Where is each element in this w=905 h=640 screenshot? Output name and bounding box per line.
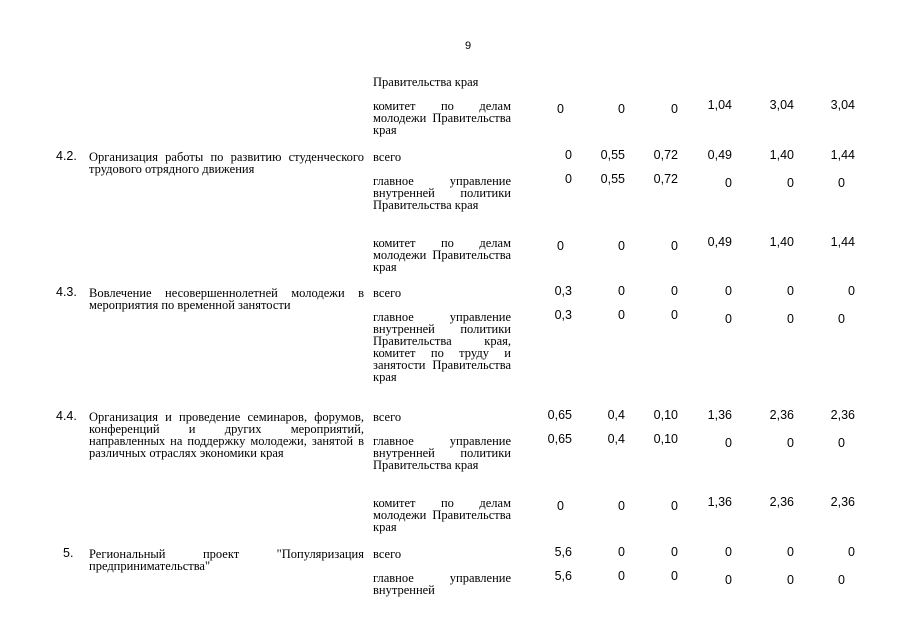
value-cell: 0 — [725, 176, 732, 190]
value-cell: 0 — [671, 499, 678, 513]
value-cell: 0 — [565, 148, 572, 162]
value-cell: 0 — [671, 545, 678, 559]
value-cell: 3,04 — [769, 98, 794, 112]
page-number: 9 — [465, 40, 472, 52]
executor-text: главное управление внутренней — [373, 571, 511, 597]
value-cell: 0 — [787, 312, 794, 326]
value-cell: 0 — [725, 284, 732, 298]
value-cell: 0,65 — [547, 432, 572, 446]
value-cell: 0 — [848, 545, 855, 559]
value-cell: 0,10 — [653, 408, 678, 422]
value-cell: 0 — [787, 545, 794, 559]
section-description: Организация и проведение семинаров, форумов, конференций и других мероприятий, направленных на поддержку молодежи, занятой в различных отраслях экономики края — [89, 410, 364, 460]
value-cell: 1,44 — [830, 148, 855, 162]
value-cell: 0 — [725, 545, 732, 559]
value-cell: 0 — [838, 436, 845, 450]
value-cell: 5,6 — [554, 545, 572, 559]
value-cell: 0,49 — [707, 235, 732, 249]
value-cell: 0,49 — [707, 148, 732, 162]
value-cell: 0 — [671, 308, 678, 322]
value-cell: 0 — [787, 436, 794, 450]
value-cell: 0 — [557, 499, 564, 513]
value-cell: 0 — [618, 284, 625, 298]
value-cell: 0,4 — [607, 432, 625, 446]
value-cell: 0 — [838, 312, 845, 326]
value-cell: 0 — [838, 573, 845, 587]
value-cell: 0 — [787, 573, 794, 587]
executor-text: комитет по делам молодежи Правительства края — [373, 496, 511, 534]
value-cell: 1,44 — [830, 235, 855, 249]
value-cell: 0 — [557, 239, 564, 253]
value-cell: 1,40 — [769, 235, 794, 249]
section-description: Вовлечение несовершеннолетней молодежи в мероприятия по временной занятости — [89, 286, 364, 312]
executor-text: главное управление внутренней политики Правительства края — [373, 174, 511, 212]
value-cell: 1,36 — [707, 408, 732, 422]
value-cell: 2,36 — [830, 408, 855, 422]
executor-text: комитет по делам молодежи Правительства края — [373, 236, 511, 274]
value-cell: 0,55 — [600, 148, 625, 162]
section-number: 5. — [63, 546, 74, 560]
value-cell: 0,55 — [600, 172, 625, 186]
value-cell: 0,4 — [607, 408, 625, 422]
value-cell: 0,72 — [653, 172, 678, 186]
value-cell: 0 — [671, 239, 678, 253]
value-cell: 2,36 — [830, 495, 855, 509]
value-cell: 0,65 — [547, 408, 572, 422]
value-cell: 0 — [618, 308, 625, 322]
section-description: Региональный проект "Популяризация предпринимательства" — [89, 547, 364, 573]
value-cell: 0 — [671, 284, 678, 298]
value-cell: 0 — [787, 176, 794, 190]
value-cell: 0 — [618, 569, 625, 583]
section-number: 4.4. — [56, 409, 77, 423]
value-cell: 1,40 — [769, 148, 794, 162]
value-cell: 0,3 — [554, 284, 572, 298]
executor-text: Правительства края — [373, 75, 479, 89]
executor-text: комитет по делам молодежи Правительства края — [373, 99, 511, 137]
value-cell: 0,3 — [554, 308, 572, 322]
value-cell: 0 — [787, 284, 794, 298]
section-number: 4.2. — [56, 149, 77, 163]
value-cell: 1,36 — [707, 495, 732, 509]
section-description: Организация работы по развитию студенческого трудового отрядного движения — [89, 150, 364, 176]
value-cell: 0 — [557, 102, 564, 116]
executor-text: всего — [373, 547, 402, 561]
executor-text: главное управление внутренней политики Правительства края — [373, 434, 511, 472]
value-cell: 0 — [565, 172, 572, 186]
value-cell: 0,72 — [653, 148, 678, 162]
executor-text: всего — [373, 286, 402, 300]
value-cell: 0 — [618, 239, 625, 253]
value-cell: 0 — [618, 499, 625, 513]
executor-text: всего — [373, 410, 402, 424]
value-cell: 2,36 — [769, 495, 794, 509]
value-cell: 0,10 — [653, 432, 678, 446]
value-cell: 0 — [725, 436, 732, 450]
value-cell: 5,6 — [554, 569, 572, 583]
value-cell: 0 — [618, 102, 625, 116]
executor-text: главное управление внутренней политики Правительства края, комитет по труду и занятости Правительства края — [373, 310, 511, 384]
value-cell: 2,36 — [769, 408, 794, 422]
value-cell: 0 — [671, 569, 678, 583]
value-cell: 0 — [618, 545, 625, 559]
value-cell: 3,04 — [830, 98, 855, 112]
value-cell: 0 — [725, 312, 732, 326]
section-number: 4.3. — [56, 285, 77, 299]
value-cell: 0 — [725, 573, 732, 587]
value-cell: 0 — [838, 176, 845, 190]
executor-text: всего — [373, 150, 402, 164]
value-cell: 1,04 — [707, 98, 732, 112]
value-cell: 0 — [671, 102, 678, 116]
value-cell: 0 — [848, 284, 855, 298]
